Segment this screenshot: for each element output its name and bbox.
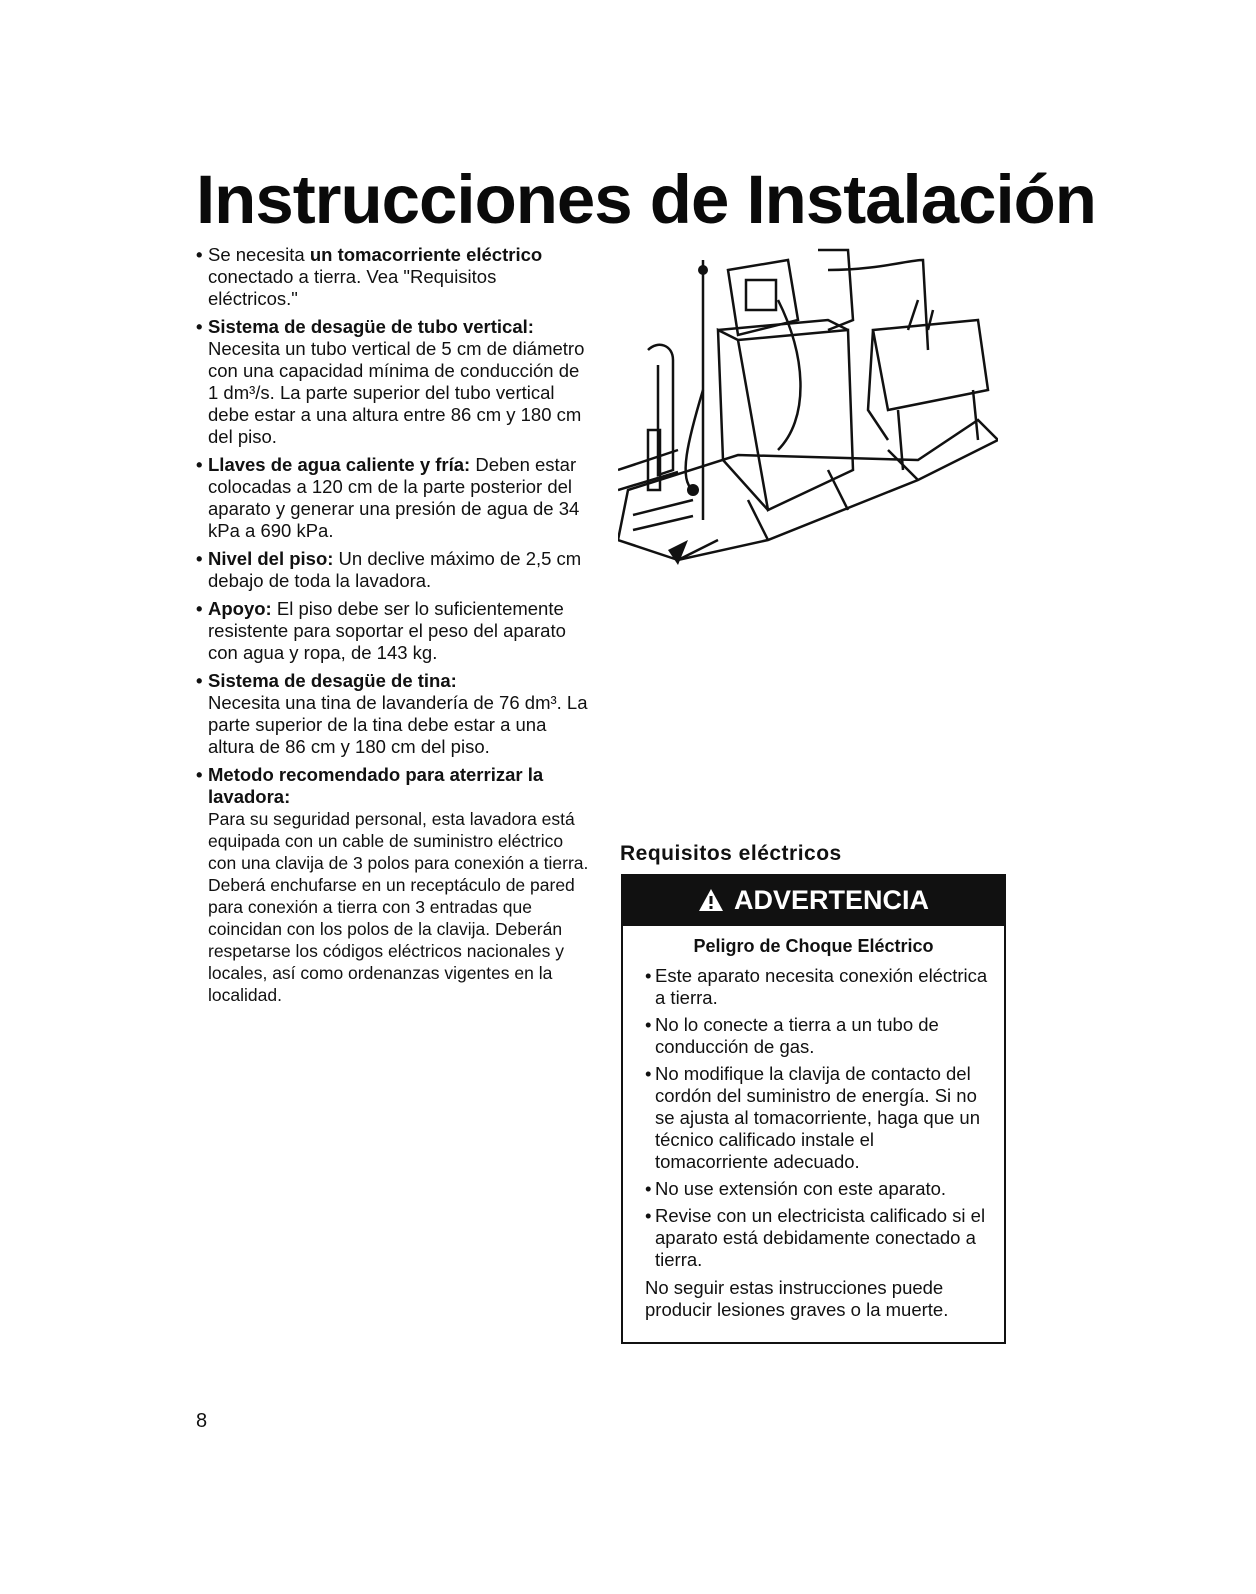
item-text: Un declive máximo de 2,5 cm debajo de toda la lavadora. [208,548,582,591]
warning-item: • No modifique la clavija de contacto del cordón del suministro de energía. Si no se ajusta al tomacorriente, haga que un técnico calificado instale el tomacorriente adecuado. [645,1063,980,1172]
item-text: El piso debe ser lo suficientemente resistente para soportar el peso del aparato con agua y ropa, de 143 kg. [208,598,566,663]
warning-item: • No lo conecte a tierra a un tubo de conducción de gas. [645,1014,939,1057]
warning-item: • Este aparato necesita conexión eléctrica a tierra. [645,965,988,1008]
item-heading: Llaves de agua caliente y fría: [208,454,471,475]
list-item: • Apoyo: El piso debe ser lo suficientemente resistente para soportar el peso del aparato con agua y ropa, de 143 kg. [196,598,566,663]
item-text: Deben estar colocadas a 120 cm de la parte posterior del aparato y generar una presión de agua de 34 kPa a 690 kPa. [208,454,580,541]
warning-label: ADVERTENCIA [733,884,929,915]
warning-item: • Revise con un electricista calificado si el aparato está debidamente conectado a tierra. [645,1205,986,1270]
item-text: Se necesita [208,244,310,265]
item-heading: Sistema de desagüe de tina: [208,670,457,691]
list-item: • Nivel del piso: Un declive máximo de 2,5 cm debajo de toda la lavadora. [196,548,582,591]
warning-box [621,874,1006,1344]
warning-list [645,965,990,1271]
item-heading: Metodo recomendado para aterrizar la lavadora: [208,764,544,807]
list-item: • Metodo recomendado para aterrizar la lavadora: Para su seguridad personal, esta lavadora está equipada con un cable de suministro eléctrico con una clavija de 3 polos para conexión a tierra. Deberá enchufarse en un receptáculo de pared para conexión a tierra con 3 entradas que coincidan con los polos de la clavija. Deberán respetarse los códigos eléctricos nacionales y locales, así como ordenanzas vigentes en la localidad. [196,764,591,1006]
item-rest: conectado a tierra. Vea "Requisitos eléctricos." [208,266,497,309]
item-text: Necesita una tina de lavandería de 76 dm³. La parte superior de la tina debe estar a una altura de 86 cm y 180 cm del piso. [208,692,588,757]
item-bold: un tomacorriente eléctrico [309,244,543,265]
item-heading: Sistema de desagüe de tubo vertical: [208,316,534,337]
warning-subtitle: Peligro de Choque Eléctrico [693,936,934,956]
item-heading: Nivel del piso: [208,548,334,569]
page-number: 8 [196,1410,208,1432]
page-title: Instrucciones de Instalación [196,161,1096,238]
list-item: • Sistema de desagüe de tina: Necesita una tina de lavandería de 76 dm³. La parte superior de la tina debe estar a una altura de 86 cm y 180 cm del piso. [196,670,591,758]
item-text: Para su seguridad personal, esta lavadora está equipada con un cable de suministro eléctrico con una clavija de 3 polos para conexión a tierra. Deberá enchufarse en un receptáculo de pared para conexión a tierra con 3 entradas que coincidan con los polos de la clavija. Deberán respetarse los códigos eléctricos nacionales y locales, así como ordenanzas vigentes en la localidad. [208,809,589,1005]
warning-triangle-icon [698,888,724,912]
warning-item: • No use extensión con este aparato. [645,1178,947,1199]
item-text: Necesita un tubo vertical de 5 cm de diámetro con una capacidad mínima de conducción de 1 dm³/s. La parte superior del tubo vertical debe estar a una altura entre 86 cm y 180 cm del piso. [208,338,585,447]
list-item: • Se necesita un tomacorriente eléctrico conectado a tierra. Vea "Requisitos eléctricos." [196,244,543,309]
requirements-list [196,244,591,1012]
washer-installation-illustration [618,240,998,570]
item-heading: Apoyo: [208,598,272,619]
list-item: • Sistema de desagüe de tubo vertical: Necesita un tubo vertical de 5 cm de diámetro con una capacidad mínima de conducción de 1 dm³/s. La parte superior del tubo vertical debe estar a una altura entre 86 cm y 180 cm del piso. [196,316,585,447]
list-item: • Llaves de agua caliente y fría: Deben estar colocadas a 120 cm de la parte posterior del aparato y generar una presión de agua de 34 kPa a 690 kPa. [196,454,580,541]
section-title: Requisitos eléctricos [620,842,842,865]
warning-header [623,874,1004,926]
warning-footer: No seguir estas instrucciones puede producir lesiones graves o la muerte. [645,1277,949,1320]
